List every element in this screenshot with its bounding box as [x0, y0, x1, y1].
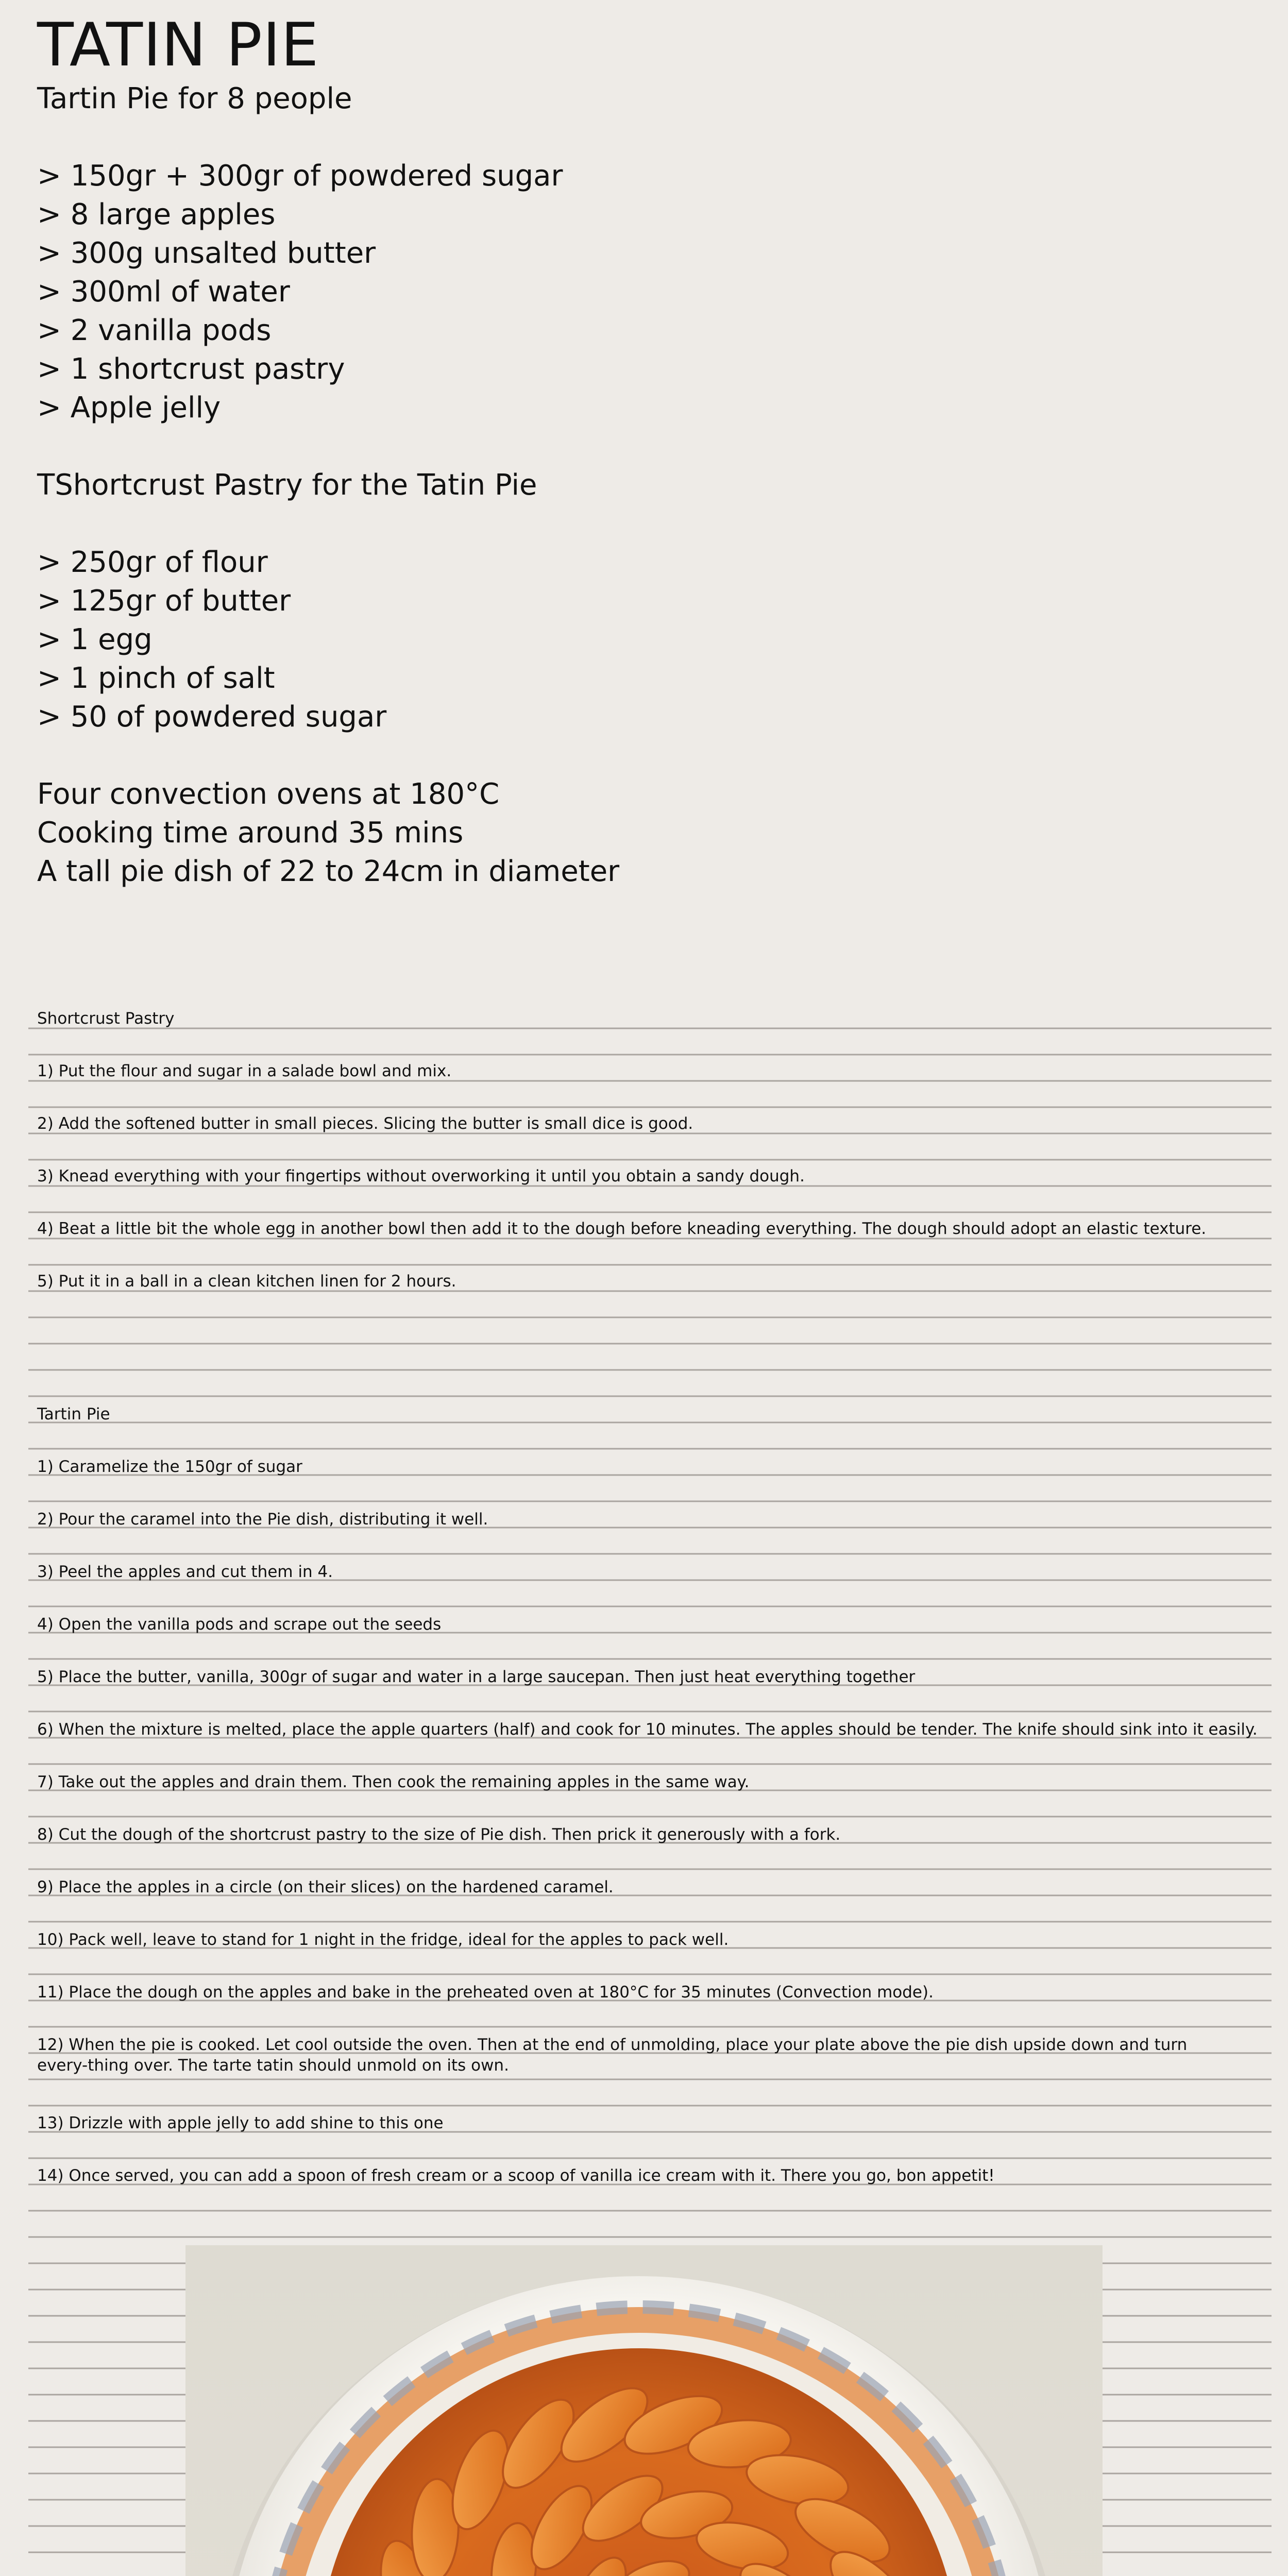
- tatin-step: 10) Pack well, leave to stand for 1 night in the fridge, ideal for the apples to pack well.: [37, 1930, 729, 1949]
- list-item: > 50 of powdered sugar: [37, 700, 387, 734]
- tatin-photo: [185, 2245, 1103, 2576]
- note-time: Cooking time around 35 mins: [37, 816, 464, 850]
- shortcrust-heading: Shortcrust Pastry: [37, 1009, 175, 1028]
- note-oven: Four convection ovens at 180°C: [37, 777, 500, 811]
- tatin-step: 5) Place the butter, vanilla, 300gr of sugar and water in a large saucepan. Then just heat everything together: [37, 1668, 916, 1686]
- tatin-step: 6) When the mixture is melted, place the apple quarters (half) and cook for 10 minutes. The apples should be tender. The knife should sink into it easily.: [37, 1720, 1258, 1739]
- shortcrust-step: 2) Add the softened butter in small pieces. Slicing the butter is small dice is good.: [37, 1114, 693, 1133]
- list-item: > 8 large apples: [37, 198, 276, 231]
- tatin-step: 3) Peel the apples and cut them in 4.: [37, 1563, 333, 1581]
- tatin-step: 4) Open the vanilla pods and scrape out the seeds: [37, 1615, 442, 1634]
- list-item: > Apple jelly: [37, 391, 221, 425]
- tatin-step: 9) Place the apples in a circle (on their slices) on the hardened caramel.: [37, 1878, 614, 1896]
- pie-heading: Tartin Pie for 8 people: [37, 82, 352, 115]
- intro-block: [37, 11, 1222, 891]
- shortcrust-step: 5) Put it in a ball in a clean kitchen linen for 2 hours.: [37, 1272, 456, 1291]
- tatin-photo-illustration: [185, 2245, 1103, 2576]
- list-item: > 1 egg: [37, 623, 152, 656]
- shortcrust-step: 1) Put the flour and sugar in a salade bowl and mix.: [37, 1062, 452, 1080]
- tatin-step: 2) Pour the caramel into the Pie dish, distributing it well.: [37, 1510, 488, 1529]
- tatin-step: 11) Place the dough on the apples and bake in the preheated oven at 180°C for 35 minutes (Convection mode).: [37, 1983, 934, 2002]
- page-title: TATIN PIE: [37, 10, 319, 80]
- list-item: > 1 pinch of salt: [37, 662, 275, 695]
- list-item: > 250gr of flour: [37, 546, 268, 579]
- shortcrust-step: 4) Beat a little bit the whole egg in another bowl then add it to the dough before kneading everything. The dough should adopt an elastic texture.: [37, 1219, 1207, 1238]
- tatin-step: 1) Caramelize the 150gr of sugar: [37, 1458, 302, 1476]
- list-item: > 300ml of water: [37, 275, 290, 309]
- list-item: > 300g unsalted butter: [37, 236, 376, 270]
- pastry-heading: TShortcrust Pastry for the Tatin Pie: [37, 468, 537, 502]
- tatin-step: 12) When the pie is cooked. Let cool outside the oven. Then at the end of unmolding, place your plate above the pie dish upside down and turn every-thing over. The tarte tatin should unmold on its own.: [37, 2036, 1188, 2075]
- tatin-heading: Tartin Pie: [37, 1405, 110, 1423]
- cooking-notes: [37, 775, 1222, 891]
- pie-ingredient-list: [37, 157, 1222, 427]
- note-dish: A tall pie dish of 22 to 24cm in diameter: [37, 855, 620, 888]
- tatin-step: 8) Cut the dough of the shortcrust pastry to the size of Pie dish. Then prick it generously with a fork.: [37, 1825, 841, 1844]
- pastry-ingredient-list: [37, 543, 1222, 736]
- shortcrust-step: 3) Knead everything with your fingertips without overworking it until you obtain a sandy dough.: [37, 1167, 805, 1185]
- list-item: > 150gr + 300gr of powdered sugar: [37, 159, 563, 193]
- tatin-step: 14) Once served, you can add a spoon of fresh cream or a scoop of vanilla ice cream with it. There you go, bon appetit!: [37, 2166, 995, 2185]
- list-item: > 125gr of butter: [37, 584, 291, 618]
- tatin-step: 13) Drizzle with apple jelly to add shine to this one: [37, 2114, 444, 2132]
- list-item: > 2 vanilla pods: [37, 314, 272, 347]
- tatin-step: 7) Take out the apples and drain them. Then cook the remaining apples in the same way.: [37, 1773, 750, 1791]
- list-item: > 1 shortcrust pastry: [37, 352, 345, 386]
